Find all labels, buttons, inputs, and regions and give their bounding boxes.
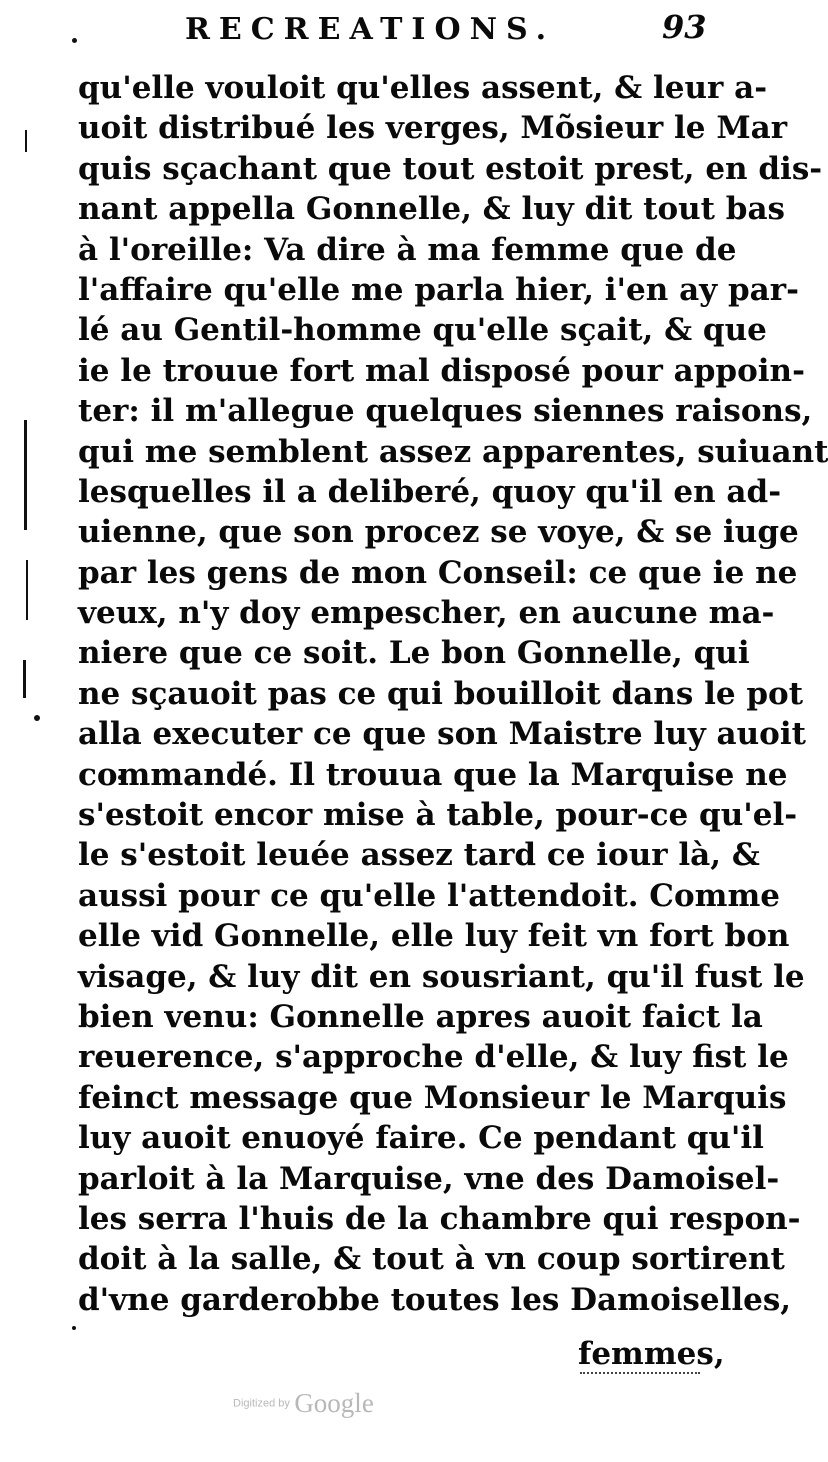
gutter-mark <box>26 560 28 620</box>
text-line: qu'elle vouloit qu'elles assent, & leur a- <box>78 70 768 106</box>
text-line: parloit à la Marquise, vne des Damoisel- <box>78 1160 780 1197</box>
gutter-mark <box>25 130 27 152</box>
text-line: veux, n'y doy empescher, en aucune ma- <box>78 595 775 632</box>
text-line: niere que ce soit. Le bon Gonnelle, qui <box>78 635 750 672</box>
gutter-mark <box>23 660 26 698</box>
text-line: alla executer ce que son Maistre luy auoit <box>78 716 806 753</box>
text-line: par les gens de mon Conseil: ce que ie ne <box>78 554 798 591</box>
text-line: ie le trouue fort mal disposé pour appoin- <box>78 352 805 389</box>
text-line: visage, & luy dit en sousriant, qu'il fust le <box>78 958 805 995</box>
catchword-dots <box>580 1372 700 1376</box>
ink-speck <box>72 38 77 43</box>
gutter-mark <box>24 420 27 530</box>
running-head: RECREATIONS. <box>185 12 556 47</box>
text-line: commandé. Il trouua que la Marquise ne <box>78 756 788 793</box>
gutter-shadow <box>10 0 40 1462</box>
text-line: à l'oreille: Va dire à ma femme que de <box>78 231 737 268</box>
text-line: lé au Gentil-homme qu'elle sçait, & que <box>78 312 767 349</box>
page-number: 93 <box>662 8 707 46</box>
digitized-by-label: Digitized by <box>233 1397 290 1410</box>
text-line: nant appella Gonnelle, & luy dit tout bas <box>78 191 786 228</box>
text-line: le s'estoit leuée assez tard ce iour là, & <box>78 837 760 874</box>
digitized-by-watermark <box>233 1388 374 1419</box>
ink-speck <box>72 1326 76 1330</box>
google-logo: Google <box>294 1388 374 1418</box>
text-line: aussi pour ce qu'elle l'attendoit. Comme <box>78 877 780 914</box>
text-line: lesquelles il a deliberé, quoy qu'il en ad- <box>78 473 782 510</box>
text-line: ne sçauoit pas ce qui bouilloit dans le pot <box>78 675 804 712</box>
ink-speck <box>34 715 40 721</box>
catchword: femmes, <box>578 1336 725 1372</box>
text-line: ter: il m'allegue quelques siennes raisons, <box>78 393 813 430</box>
text-line: les serra l'huis de la chambre qui respon- <box>78 1200 801 1237</box>
text-line: quis sçachant que tout estoit prest, en dis- <box>78 150 823 187</box>
text-line: reuerence, s'approche d'elle, & luy fist le <box>78 1039 789 1076</box>
body-text <box>78 68 828 1320</box>
text-line: bien venu: Gonnelle apres auoit faict la <box>78 998 763 1035</box>
text-line: uienne, que son procez se voye, & se iuge <box>78 514 799 551</box>
text-line: uoit distribué les verges, Mõsieur le Mar <box>78 110 788 147</box>
text-line: l'affaire qu'elle me parla hier, i'en ay par- <box>78 271 799 308</box>
text-line: luy auoit enuoyé faire. Ce pendant qu'il <box>78 1120 764 1157</box>
text-line: doit à la salle, & tout à vn coup sortirent <box>78 1241 785 1278</box>
text-line: qui me semblent assez apparentes, suiuant <box>78 433 828 470</box>
text-line: elle vid Gonnelle, elle luy feit vn fort bon <box>78 918 790 955</box>
text-line: d'vne garderobbe toutes les Damoiselles, <box>78 1281 792 1318</box>
text-line: feinct message que Monsieur le Marquis <box>78 1079 787 1116</box>
text-line: s'estoit encor mise à table, pour-ce qu'el- <box>78 797 798 834</box>
